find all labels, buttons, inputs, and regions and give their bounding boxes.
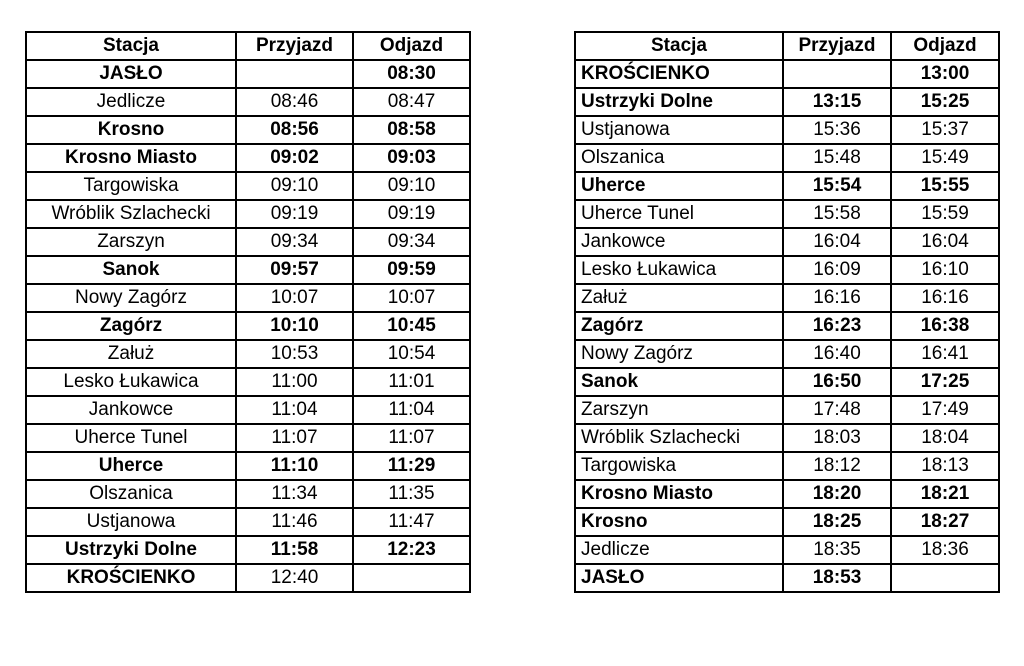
arrival-cell: 15:58: [783, 200, 891, 228]
station-cell: Uherce: [575, 172, 783, 200]
departure-cell: 10:07: [353, 284, 470, 312]
table-row: [575, 228, 999, 256]
station-cell: Lesko Łukawica: [575, 256, 783, 284]
arrival-cell: 18:20: [783, 480, 891, 508]
station-cell: Sanok: [26, 256, 236, 284]
column-header-arrival: Przyjazd: [236, 32, 353, 60]
arrival-cell: 18:25: [783, 508, 891, 536]
station-cell: KROŚCIENKO: [575, 60, 783, 88]
station-cell: Targowiska: [575, 452, 783, 480]
arrival-cell: 13:15: [783, 88, 891, 116]
table-row: [26, 340, 470, 368]
station-cell: Zagórz: [26, 312, 236, 340]
table-row: [26, 368, 470, 396]
table-row: [575, 144, 999, 172]
station-cell: Zagórz: [575, 312, 783, 340]
table-row: [26, 536, 470, 564]
station-cell: Jedlicze: [26, 88, 236, 116]
table-row: [26, 200, 470, 228]
table-row: [26, 116, 470, 144]
station-cell: Załuż: [575, 284, 783, 312]
station-cell: Ustrzyki Dolne: [575, 88, 783, 116]
arrival-cell: 16:16: [783, 284, 891, 312]
arrival-cell: 10:07: [236, 284, 353, 312]
arrival-cell: 18:35: [783, 536, 891, 564]
table-row: [575, 340, 999, 368]
departure-cell: 17:25: [891, 368, 999, 396]
departure-cell: 15:25: [891, 88, 999, 116]
station-cell: Lesko Łukawica: [26, 368, 236, 396]
column-header-arrival: Przyjazd: [783, 32, 891, 60]
table-row: [26, 256, 470, 284]
arrival-cell: 11:10: [236, 452, 353, 480]
arrival-cell: 16:04: [783, 228, 891, 256]
departure-cell: 10:54: [353, 340, 470, 368]
table-row: [26, 396, 470, 424]
departure-cell: 13:00: [891, 60, 999, 88]
departure-cell: [353, 564, 470, 592]
arrival-cell: 16:23: [783, 312, 891, 340]
table-row: [26, 480, 470, 508]
departure-cell: 15:49: [891, 144, 999, 172]
header-row: [26, 32, 470, 60]
table-row: [575, 284, 999, 312]
arrival-cell: 18:03: [783, 424, 891, 452]
header-row: [575, 32, 999, 60]
table-row: [575, 256, 999, 284]
table-row: [575, 312, 999, 340]
table-row: [26, 564, 470, 592]
arrival-cell: 18:12: [783, 452, 891, 480]
departure-cell: 16:38: [891, 312, 999, 340]
arrival-cell: 16:50: [783, 368, 891, 396]
table-row: [26, 172, 470, 200]
station-cell: Zarszyn: [26, 228, 236, 256]
arrival-cell: 10:53: [236, 340, 353, 368]
departure-cell: 09:03: [353, 144, 470, 172]
column-header-departure: Odjazd: [353, 32, 470, 60]
arrival-cell: 11:07: [236, 424, 353, 452]
table-row: [26, 144, 470, 172]
arrival-cell: 11:58: [236, 536, 353, 564]
departure-cell: 11:29: [353, 452, 470, 480]
station-cell: Uherce Tunel: [26, 424, 236, 452]
station-cell: Sanok: [575, 368, 783, 396]
arrival-cell: 09:02: [236, 144, 353, 172]
departure-cell: 09:19: [353, 200, 470, 228]
station-cell: Wróblik Szlachecki: [575, 424, 783, 452]
arrival-cell: 09:10: [236, 172, 353, 200]
table-row: [575, 172, 999, 200]
departure-cell: 15:37: [891, 116, 999, 144]
departure-cell: 11:01: [353, 368, 470, 396]
departure-cell: 08:30: [353, 60, 470, 88]
table-row: [575, 88, 999, 116]
station-cell: Jankowce: [26, 396, 236, 424]
table-row: [575, 480, 999, 508]
station-cell: Zarszyn: [575, 396, 783, 424]
station-cell: Olszanica: [26, 480, 236, 508]
departure-cell: 12:23: [353, 536, 470, 564]
table-row: [575, 564, 999, 592]
timetable-body: [26, 60, 470, 592]
arrival-cell: 15:36: [783, 116, 891, 144]
arrival-cell: 09:57: [236, 256, 353, 284]
table-row: [575, 452, 999, 480]
table-row: [575, 396, 999, 424]
departure-cell: 11:07: [353, 424, 470, 452]
station-cell: Nowy Zagórz: [575, 340, 783, 368]
column-header-station: Stacja: [26, 32, 236, 60]
column-header-station: Stacja: [575, 32, 783, 60]
departure-cell: 09:34: [353, 228, 470, 256]
station-cell: JASŁO: [26, 60, 236, 88]
departure-cell: 18:21: [891, 480, 999, 508]
departure-cell: 16:04: [891, 228, 999, 256]
departure-cell: 09:10: [353, 172, 470, 200]
departure-cell: 11:04: [353, 396, 470, 424]
station-cell: Jankowce: [575, 228, 783, 256]
departure-cell: 10:45: [353, 312, 470, 340]
departure-cell: [891, 564, 999, 592]
station-cell: Krosno Miasto: [575, 480, 783, 508]
station-cell: Uherce Tunel: [575, 200, 783, 228]
arrival-cell: 11:04: [236, 396, 353, 424]
station-cell: Nowy Zagórz: [26, 284, 236, 312]
arrival-cell: 09:34: [236, 228, 353, 256]
departure-cell: 18:27: [891, 508, 999, 536]
arrival-cell: 18:53: [783, 564, 891, 592]
departure-cell: 18:13: [891, 452, 999, 480]
station-cell: Krosno: [26, 116, 236, 144]
table-row: [575, 60, 999, 88]
departure-cell: 17:49: [891, 396, 999, 424]
table-row: [575, 116, 999, 144]
station-cell: Ustjanowa: [575, 116, 783, 144]
arrival-cell: 15:48: [783, 144, 891, 172]
arrival-cell: 11:46: [236, 508, 353, 536]
station-cell: Krosno: [575, 508, 783, 536]
arrival-cell: 12:40: [236, 564, 353, 592]
arrival-cell: 11:34: [236, 480, 353, 508]
table-row: [575, 508, 999, 536]
column-header-departure: Odjazd: [891, 32, 999, 60]
departure-cell: 11:35: [353, 480, 470, 508]
arrival-cell: 10:10: [236, 312, 353, 340]
table-row: [26, 228, 470, 256]
table-row: [26, 424, 470, 452]
station-cell: Ustrzyki Dolne: [26, 536, 236, 564]
arrival-cell: [783, 60, 891, 88]
table-row: [26, 508, 470, 536]
timetable-jaslo-kroscienko: [25, 31, 471, 593]
departure-cell: 08:47: [353, 88, 470, 116]
table-row: [26, 60, 470, 88]
arrival-cell: [236, 60, 353, 88]
station-cell: Targowiska: [26, 172, 236, 200]
departure-cell: 18:04: [891, 424, 999, 452]
table-row: [26, 312, 470, 340]
station-cell: Załuż: [26, 340, 236, 368]
arrival-cell: 15:54: [783, 172, 891, 200]
table-row: [575, 200, 999, 228]
station-cell: Wróblik Szlachecki: [26, 200, 236, 228]
departure-cell: 15:59: [891, 200, 999, 228]
station-cell: Krosno Miasto: [26, 144, 236, 172]
arrival-cell: 08:46: [236, 88, 353, 116]
arrival-cell: 17:48: [783, 396, 891, 424]
arrival-cell: 08:56: [236, 116, 353, 144]
departure-cell: 16:16: [891, 284, 999, 312]
departure-cell: 18:36: [891, 536, 999, 564]
station-cell: Ustjanowa: [26, 508, 236, 536]
timetable-kroscienko-jaslo: [574, 31, 1000, 593]
table-row: [26, 284, 470, 312]
station-cell: Olszanica: [575, 144, 783, 172]
table-row: [575, 536, 999, 564]
station-cell: KROŚCIENKO: [26, 564, 236, 592]
table-row: [26, 452, 470, 480]
departure-cell: 16:10: [891, 256, 999, 284]
arrival-cell: 09:19: [236, 200, 353, 228]
departure-cell: 09:59: [353, 256, 470, 284]
timetable-body: [575, 60, 999, 592]
table-row: [26, 88, 470, 116]
station-cell: JASŁO: [575, 564, 783, 592]
arrival-cell: 16:09: [783, 256, 891, 284]
departure-cell: 15:55: [891, 172, 999, 200]
arrival-cell: 16:40: [783, 340, 891, 368]
station-cell: Jedlicze: [575, 536, 783, 564]
station-cell: Uherce: [26, 452, 236, 480]
table-row: [575, 368, 999, 396]
arrival-cell: 11:00: [236, 368, 353, 396]
departure-cell: 11:47: [353, 508, 470, 536]
table-row: [575, 424, 999, 452]
departure-cell: 16:41: [891, 340, 999, 368]
departure-cell: 08:58: [353, 116, 470, 144]
